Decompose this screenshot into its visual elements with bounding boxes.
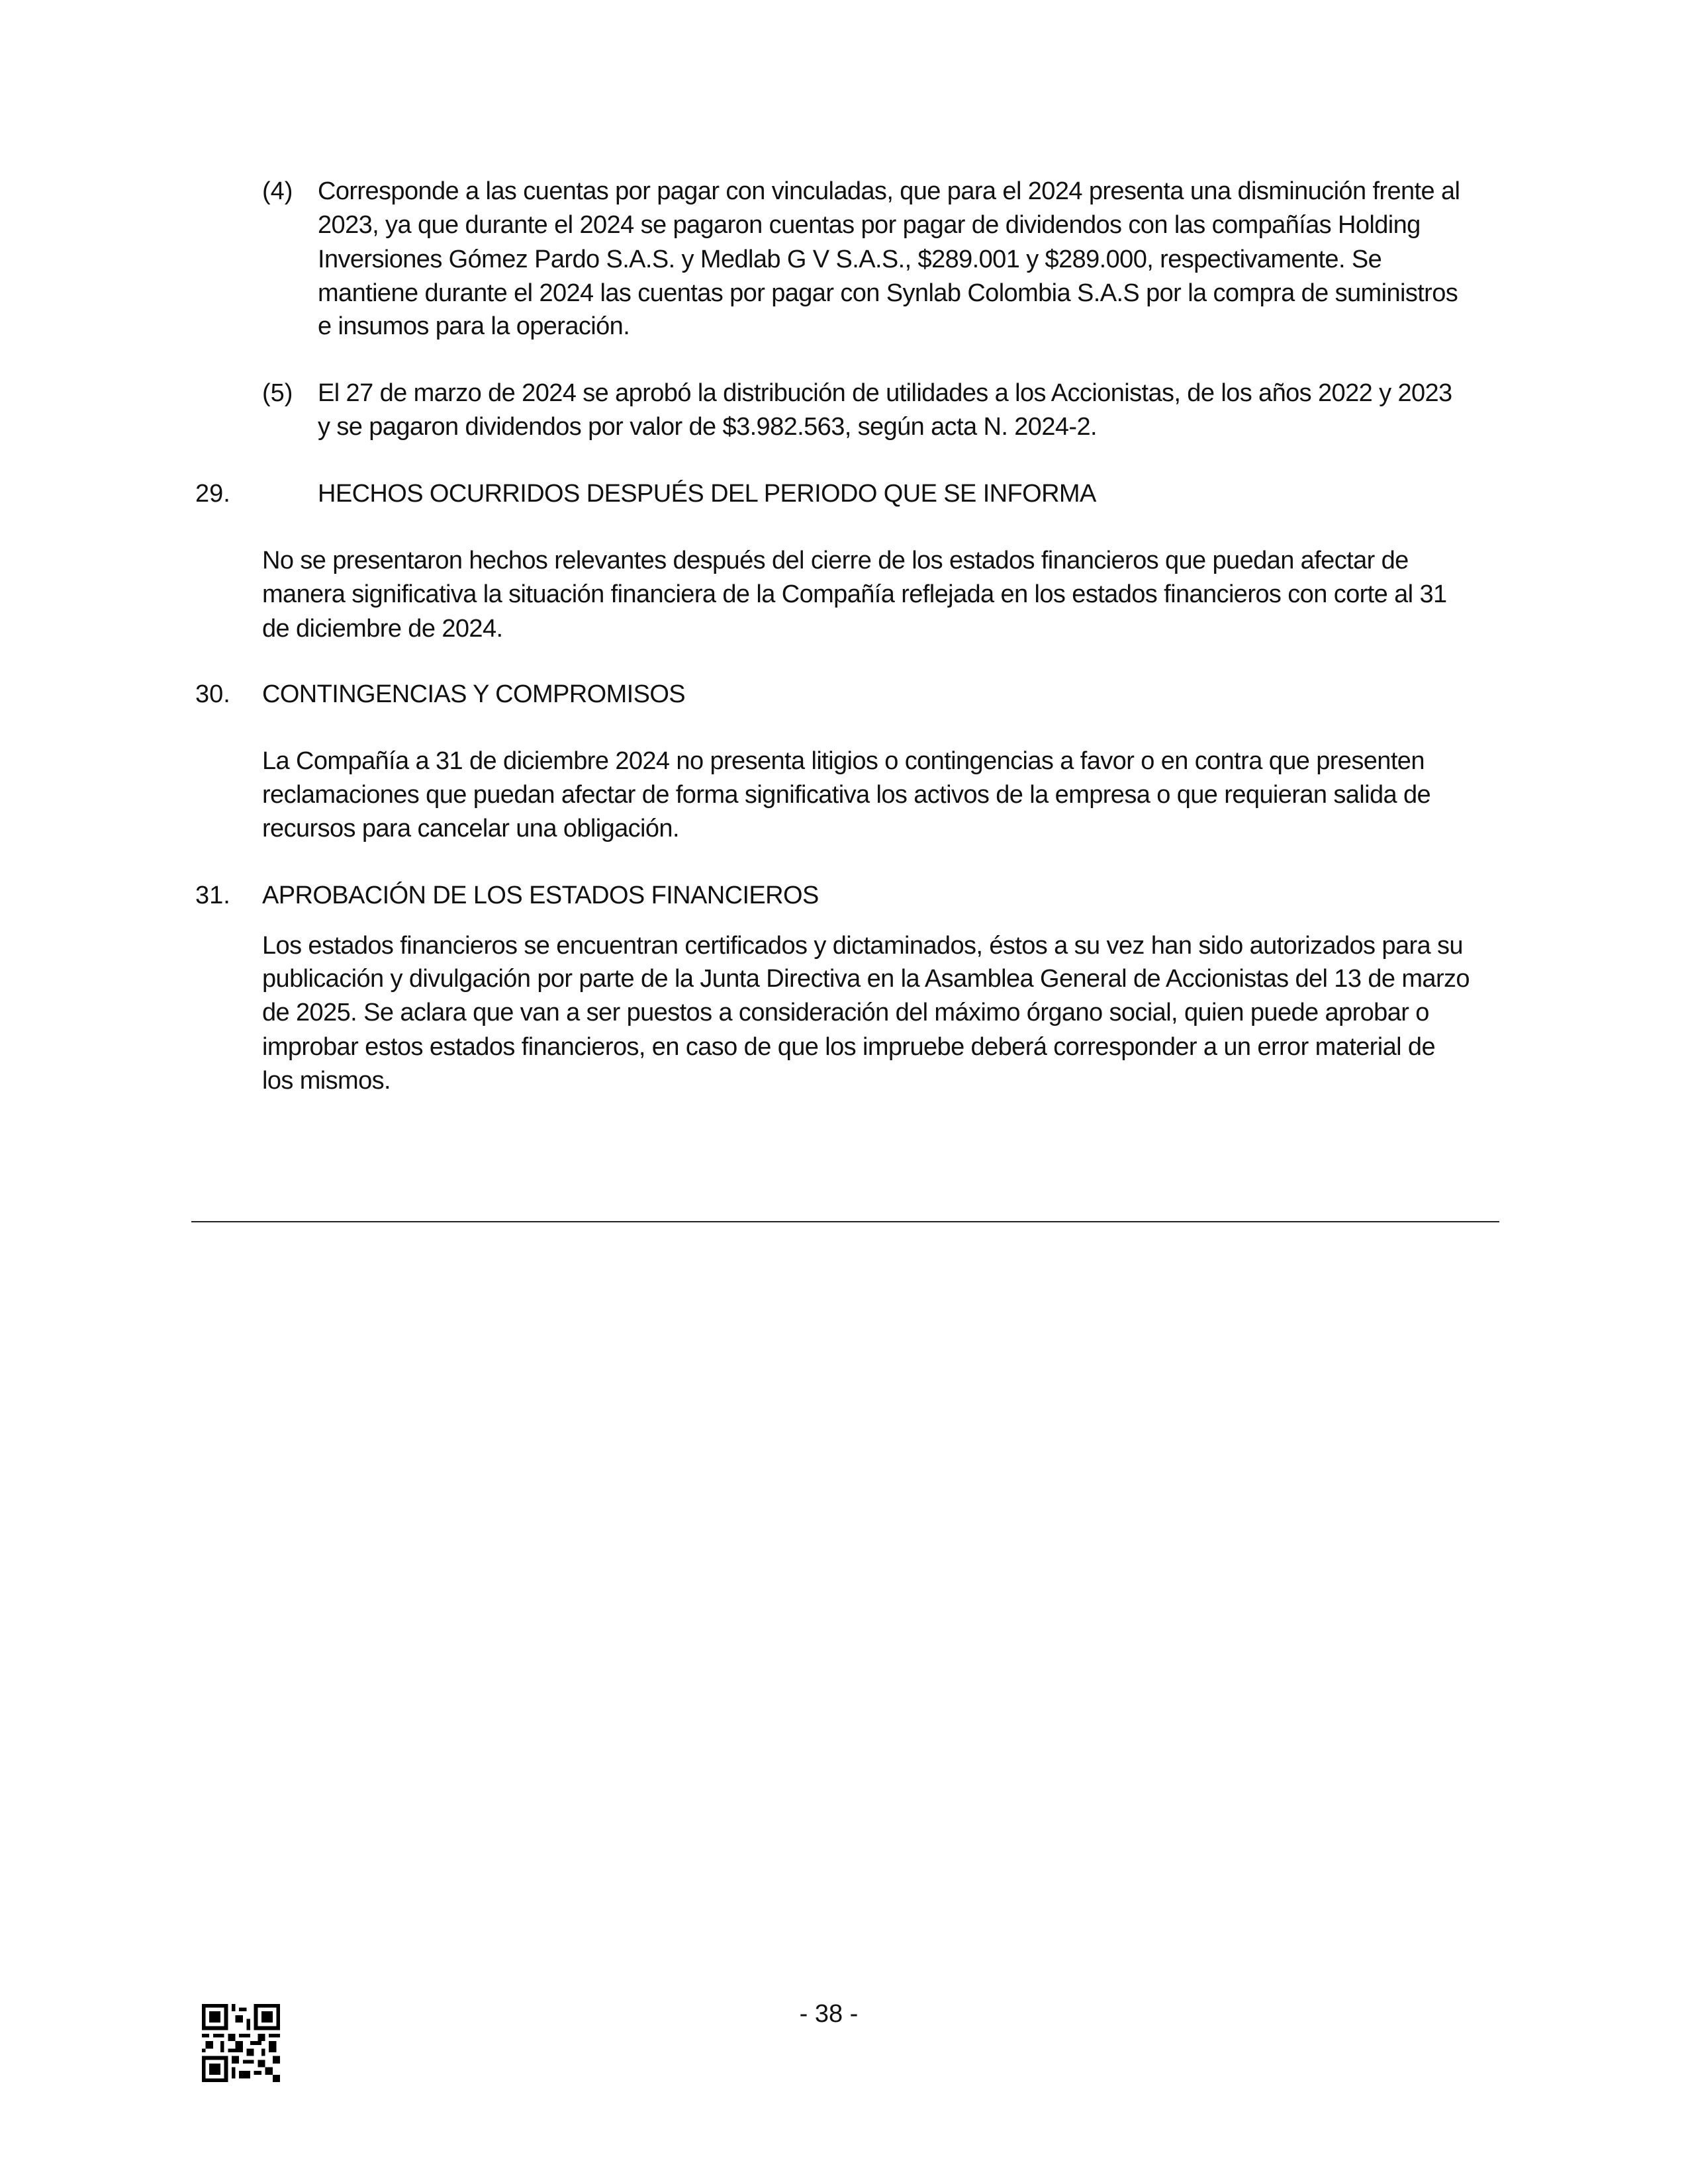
note-line: El 27 de marzo de 2024 se aprobó la distribución de utilidades a los Accionistas, de los años 2022 y 2023 [318,379,1452,407]
note-line: mantiene durante el 2024 las cuentas por pagar con Synlab Colombia S.A.S por la compra de suministros [318,279,1458,307]
note-label: (4) [262,177,293,205]
section-heading: HECHOS OCURRIDOS DESPUÉS DEL PERIODO QUE SE INFORMA [318,480,1096,508]
note-line: y se pagaron dividendos por valor de $3.982.563, según acta N. 2024-2. [318,413,1097,441]
page-number: - 38 - [799,2000,859,2028]
section-heading: CONTINGENCIAS Y COMPROMISOS [262,680,686,708]
paragraph-line: recursos para cancelar una obligación. [262,815,679,842]
paragraph-line: los mismos. [262,1067,391,1095]
paragraph-line: reclamaciones que puedan afectar de forma significativa los activos de la empresa o que requieran salida de [262,781,1431,809]
paragraph-line: de 2025. Se aclara que van a ser puestos a consideración del máximo órgano social, quien puede aprobar o [262,999,1429,1026]
paragraph-line: improbar estos estados financieros, en caso de que los impruebe deberá corresponder a un error material de [262,1033,1435,1061]
paragraph-line: de diciembre de 2024. [262,615,503,643]
footer-divider [191,1221,1499,1222]
paragraph-line: Los estados financieros se encuentran certificados y dictaminados, éstos a su vez han sido autorizados para su [262,932,1463,960]
qr-code-icon [202,2004,280,2082]
note-line: Corresponde a las cuentas por pagar con vinculadas, que para el 2024 presenta una disminución frente al [318,177,1460,205]
paragraph-line: No se presentaron hechos relevantes después del cierre de los estados financieros que puedan afectar de [262,547,1409,574]
note-line: Inversiones Gómez Pardo S.A.S. y Medlab G V S.A.S., $289.001 y $289.000, respectivamente. Se [318,246,1382,273]
section-number: 29. [195,480,230,508]
paragraph-line: La Compañía a 31 de diciembre 2024 no presenta litigios o contingencias a favor o en contra que presenten [262,747,1425,775]
paragraph-line: manera significativa la situación financiera de la Compañía reflejada en los estados financieros con corte al 31 [262,580,1447,608]
paragraph-line: publicación y divulgación por parte de la Junta Directiva en la Asamblea General de Accionistas del 13 de marzo [262,965,1470,993]
section-number: 31. [195,882,230,909]
section-heading: APROBACIÓN DE LOS ESTADOS FINANCIEROS [262,882,819,909]
note-label: (5) [262,379,293,407]
note-line: e insumos para la operación. [318,312,630,340]
section-number: 30. [195,680,230,708]
note-line: 2023, ya que durante el 2024 se pagaron cuentas por pagar de dividendos con las compañías Holding [318,211,1421,239]
